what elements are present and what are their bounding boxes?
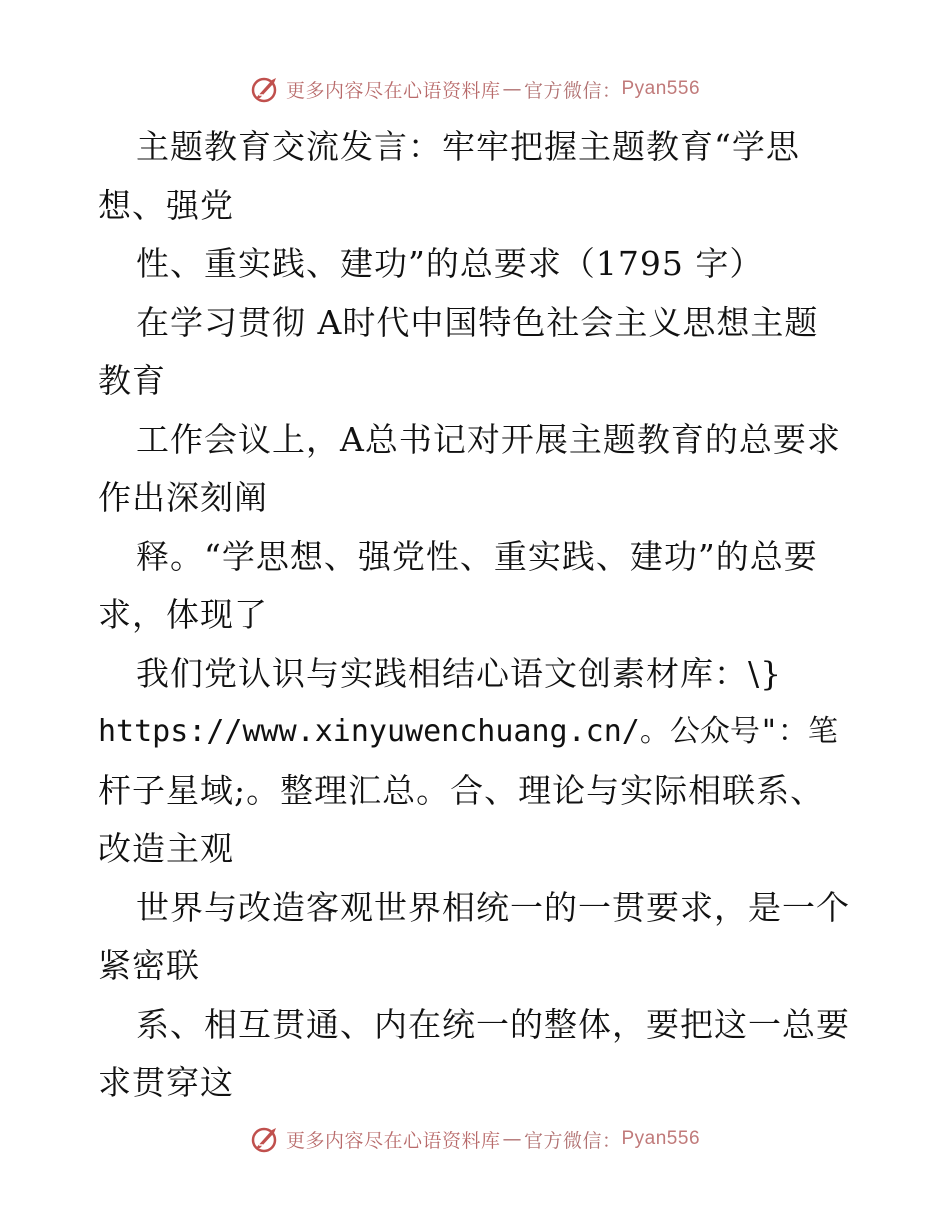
watermark-text: 更多内容尽在心语资料库 — [285, 1129, 501, 1152]
text-line: 主题教育交流发言：牢牢把握主题教育“学思 — [136, 127, 800, 166]
text-line: 求贯穿这 — [98, 1063, 234, 1102]
watermark-handle: Pyan556 — [621, 1128, 701, 1149]
text-line: 释。“学思想、强党性、重实践、建功”的总要 — [136, 536, 818, 576]
text-line: 系、相互贯通、内在统一的整体，要把这一总要 — [136, 1004, 850, 1044]
watermark-dash: — — [502, 1128, 522, 1150]
watermark-wechat-label: 官方微信： — [523, 1129, 622, 1152]
footer-watermark — [0, 1122, 950, 1156]
text-line: 在学习贯彻 A时代中国特色社会主义思想主题 — [136, 302, 819, 342]
watermark-handle: Pyan556 — [621, 78, 701, 99]
text-line: 求，体现了 — [98, 595, 268, 634]
header-watermark — [0, 72, 950, 106]
text-line: 改造主观 — [98, 829, 234, 868]
text-line: 杆子星域;。整理汇总。合、理论与实际相联系、 — [98, 770, 825, 810]
document-body — [98, 118, 878, 1113]
text-line: 想、强党 — [98, 185, 234, 225]
text-line: 世界与改造客观世界相统一的一贯要求，是一个 — [136, 887, 850, 927]
text-line: 教育 — [98, 361, 166, 400]
text-line: 性、重实践、建功”的总要求（1795 字） — [136, 244, 764, 283]
quill-logo-icon — [250, 1124, 280, 1154]
text-line: 工作会议上，A总书记对开展主题教育的总要求 — [136, 419, 841, 459]
text-line: https://www.xinyuwenchuang.cn/。公众号"：笔 — [98, 714, 838, 749]
quill-logo-icon — [250, 74, 280, 104]
watermark-dash: — — [502, 78, 522, 100]
watermark-wechat-label: 官方微信： — [523, 79, 622, 102]
watermark-text: 更多内容尽在心语资料库 — [285, 79, 501, 102]
text-line: 作出深刻阐 — [98, 478, 268, 517]
text-line: 紧密联 — [98, 946, 200, 985]
text-line: 我们党认识与实践相结心语文创素材库：\} — [136, 653, 783, 693]
